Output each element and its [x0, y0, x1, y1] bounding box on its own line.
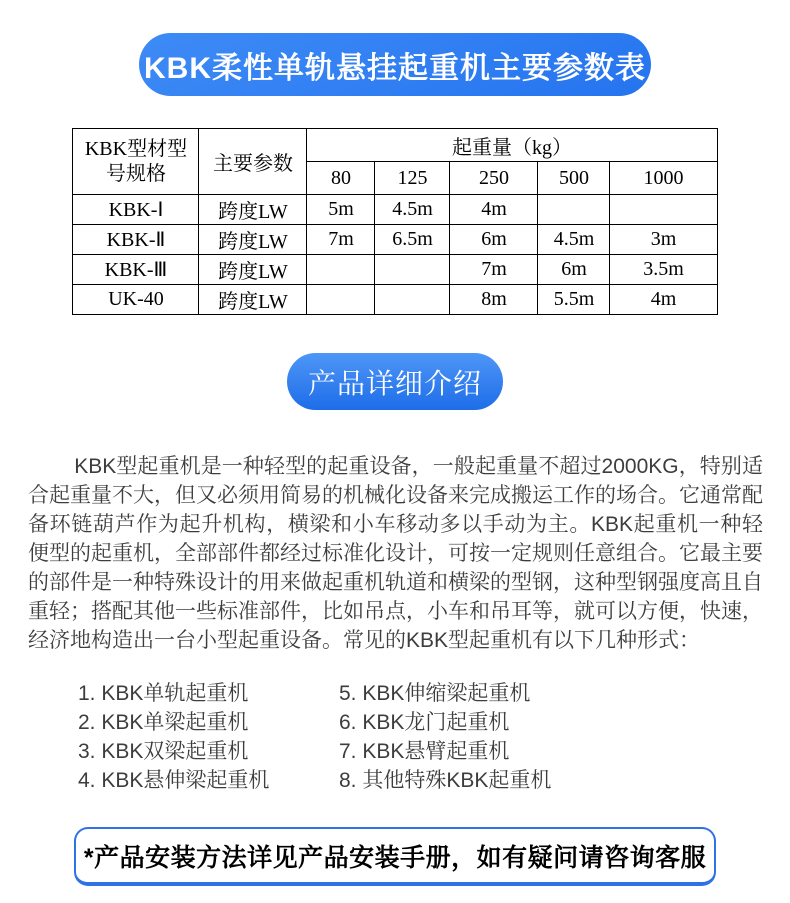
value-cell: [538, 195, 610, 225]
value-cell: 4m: [450, 195, 538, 225]
parameters-table: [72, 128, 717, 315]
value-cell: 7m: [307, 225, 375, 255]
header-main-param: 主要参数: [199, 129, 307, 195]
param-cell: 跨度LW: [199, 225, 307, 255]
crane-type-item: 3. KBK双梁起重机: [78, 740, 249, 763]
model-cell: KBK-Ⅲ: [73, 255, 199, 285]
value-cell: 5.5m: [538, 285, 610, 315]
param-cell: 跨度LW: [199, 255, 307, 285]
header-capacity-125: 125: [375, 162, 450, 195]
parameters-table-header: [73, 129, 717, 195]
crane-type-item: 7. KBK悬臂起重机: [339, 740, 510, 763]
crane-type-list-left: [0, 679, 327, 795]
value-cell: 6m: [538, 255, 610, 285]
header-model-spec: KBK型材型号规格: [73, 129, 199, 195]
value-cell: [610, 195, 717, 225]
param-cell: 跨度LW: [199, 195, 307, 225]
table-row: [73, 225, 717, 255]
model-cell: UK-40: [73, 285, 199, 315]
crane-type-item: 2. KBK单梁起重机: [78, 711, 249, 734]
table-row: [73, 285, 717, 315]
model-cell: KBK-Ⅱ: [73, 225, 199, 255]
page-title: KBK柔性单轨悬挂起重机主要参数表: [144, 51, 646, 85]
crane-type-item: 8. 其他特殊KBK起重机: [339, 769, 552, 792]
value-cell: 5m: [307, 195, 375, 225]
crane-type-item: 4. KBK悬伸梁起重机: [78, 769, 270, 792]
product-detail-button[interactable]: [287, 353, 503, 410]
crane-type-item: 5. KBK伸缩梁起重机: [339, 682, 531, 705]
header-capacity-group: 起重量（kg）: [307, 129, 717, 162]
value-cell: [307, 285, 375, 315]
value-cell: 8m: [450, 285, 538, 315]
param-cell: 跨度LW: [199, 285, 307, 315]
value-cell: 6.5m: [375, 225, 450, 255]
intro-paragraph: KBK型起重机是一种轻型的起重设备，一般起重量不超过2000KG，特别适合起重量不大，但又必须用简易的机械化设备来完成搬运工作的场合。它通常配备环链葫芦作为起升机构，横梁和小车移动多以手动为主。KBK起重机一种轻便型的起重机，全部部件都经过标准化设计，可按一定规则任意组合。它最主要的部件是一种特殊设计的用来做起重机轨道和横梁的型钢，这种型钢强度高且自重轻；搭配其他一些标准部件，比如吊点，小车和吊耳等，就可以方便，快速，经济地构造出一台小型起重设备。常见的KBK型起重机有以下几种形式：: [28, 455, 763, 652]
value-cell: 6m: [450, 225, 538, 255]
model-cell: KBK-Ⅰ: [73, 195, 199, 225]
header-capacity-500: 500: [538, 162, 610, 195]
table-row: [73, 195, 717, 225]
value-cell: 4.5m: [375, 195, 450, 225]
value-cell: 7m: [450, 255, 538, 285]
value-cell: 3m: [610, 225, 717, 255]
value-cell: 3.5m: [610, 255, 717, 285]
value-cell: 4.5m: [538, 225, 610, 255]
crane-type-list: [0, 679, 790, 795]
value-cell: [375, 255, 450, 285]
header-capacity-80: 80: [307, 162, 375, 195]
crane-type-list-right: [327, 679, 551, 795]
value-cell: 4m: [610, 285, 717, 315]
page-title-banner: [139, 33, 651, 96]
product-detail-button-label: 产品详细介绍: [307, 367, 482, 399]
header-capacity-250: 250: [450, 162, 538, 195]
install-note-text: *产品安装方法详见产品安装手册，如有疑问请咨询客服: [83, 843, 707, 872]
install-note-box: [74, 827, 716, 886]
table-row: [73, 255, 717, 285]
header-capacity-1000: 1000: [610, 162, 717, 195]
crane-type-item: 6. KBK龙门起重机: [339, 711, 510, 734]
crane-type-item: 1. KBK单轨起重机: [78, 682, 249, 705]
value-cell: [375, 285, 450, 315]
value-cell: [307, 255, 375, 285]
